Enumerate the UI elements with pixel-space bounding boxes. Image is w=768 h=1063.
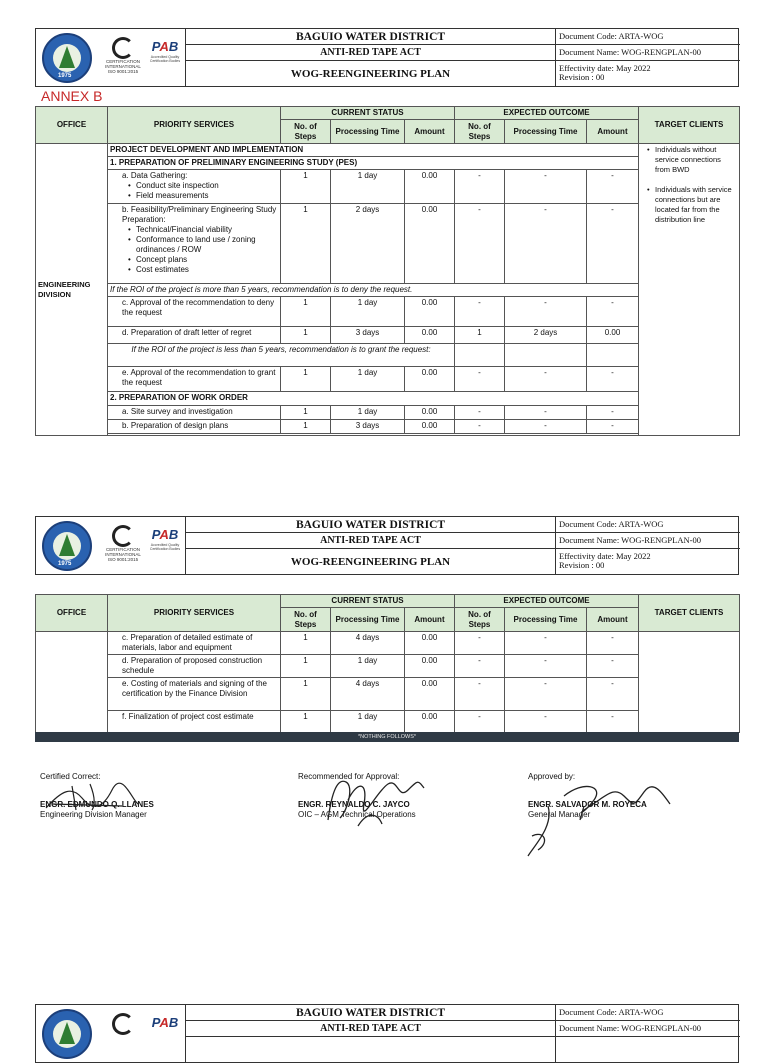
annex-label: ANNEX B: [41, 88, 103, 104]
document-header-1: [35, 28, 739, 87]
table-row: c. Preparation of detailed estimate of materials, labor and equipment 1 4 days 0.00 - - -: [36, 632, 740, 655]
doc-name: Document Name: WOG-RENGPLAN-00: [556, 533, 740, 549]
plan-name: WOG-REENGINEERING PLAN: [290, 68, 451, 80]
plan-name: WOG-REENGINEERING PLAN: [290, 556, 451, 568]
section-title: PROJECT DEVELOPMENT AND IMPLEMENTATION: [108, 144, 639, 157]
title-cell: [186, 29, 556, 86]
act-name: ANTI-RED TAPE ACT: [186, 1021, 555, 1037]
col-current: CURRENT STATUS: [281, 107, 455, 120]
client-item: • Individuals with service connections but are located far from the distribution line: [655, 185, 737, 225]
signature-royeca-scribble: [524, 776, 674, 858]
document-header-3: [35, 1004, 739, 1063]
signature-approved: Approved by: ENGR. SALVADOR M. ROYECA General Manager: [528, 772, 647, 819]
signature-recommended: Recommended for Approval: ENGR. REYNALDO C. JAYCO OIC – AGM Technical Operations: [298, 772, 416, 819]
logo-cell: [36, 1005, 186, 1062]
col-e-time: Processing Time: [505, 120, 587, 144]
effectivity: Effectivity date: May 2022 Revision : 00: [559, 63, 651, 82]
act-name: ANTI-RED TAPE ACT: [186, 45, 555, 61]
col-clients: TARGET CLIENTS: [639, 107, 740, 144]
doc-code: Document Code: ARTA-WOG: [556, 29, 740, 45]
col-time: Processing Time: [331, 120, 405, 144]
col-expected: EXPECTED OUTCOME: [455, 107, 639, 120]
col-expected: EXPECTED OUTCOME: [455, 595, 639, 608]
table-row: e. Costing of materials and signing of the certification by the Finance Division 1 4 days 0.00 - - -: [36, 678, 740, 711]
client-item: • Individuals without service connections from BWD: [655, 145, 737, 175]
pab-logo: PAB Accredited Quality Certification Bodies: [149, 527, 181, 551]
bwd-seal-logo: [42, 1009, 92, 1059]
pab-logo: PAB: [151, 1015, 179, 1030]
table-row: d. Preparation of proposed construction schedule 1 1 day 0.00 - - -: [36, 655, 740, 678]
note-deny: If the ROI of the project is more than 5 years, recommendation is to deny the request.: [108, 284, 639, 297]
org-name: BAGUIO WATER DISTRICT: [186, 517, 555, 533]
col-current: CURRENT STATUS: [281, 595, 455, 608]
col-steps: No. of Steps: [281, 120, 331, 144]
note-grant: If the ROI of the project is less than 5 years, recommendation is to grant the request:: [108, 344, 455, 367]
bwd-seal-logo: [42, 33, 92, 83]
table-row: e. Approval of the recommendation to grant the request 1 1 day 0.00 - - -: [36, 367, 740, 392]
certification-logo: [100, 1013, 146, 1059]
subsection-work-order: 2. PREPARATION OF WORK ORDER: [108, 392, 639, 406]
priority-services-table-1: [35, 106, 740, 436]
doc-code: Document Code: ARTA-WOG: [556, 1005, 740, 1021]
org-name: BAGUIO WATER DISTRICT: [186, 29, 555, 45]
logo-cell: [36, 517, 186, 574]
doc-name: Document Name: WOG-RENGPLAN-00: [556, 1021, 740, 1037]
col-priority: PRIORITY SERVICES: [108, 107, 281, 144]
nothing-follows-bar: *NOTHING FOLLOWS*: [35, 732, 739, 742]
col-e-amount: Amount: [587, 120, 639, 144]
table-row: a. Data Gathering: • Conduct site inspection • Field measurements 1 1 day 0.00 - - -: [36, 170, 740, 204]
bwd-seal-logo: 1975: [42, 521, 92, 571]
certification-logo: CERTIFICATION INTERNATIONAL ISO 9001:2015: [100, 37, 146, 83]
office-cell: ENGINEERING DIVISION: [36, 144, 108, 436]
col-e-steps: No. of Steps: [455, 120, 505, 144]
subsection-pes: 1. PREPARATION OF PRELIMINARY ENGINEERING STUDY (PES): [108, 157, 639, 170]
signature-certified: Certified Correct: ENGR. EDMUNDO Q. LLANES Engineering Division Manager: [40, 772, 154, 819]
table-row: f. Finalization of project cost estimate 1 1 day 0.00 - - -: [36, 711, 740, 733]
col-office: OFFICE: [36, 595, 108, 632]
col-office: OFFICE: [36, 107, 108, 144]
seal-year: 1975: [58, 73, 72, 79]
col-clients: TARGET CLIENTS: [639, 595, 740, 632]
doc-code: Document Code: ARTA-WOG: [556, 517, 740, 533]
target-clients: [639, 632, 740, 733]
signature-llanes-scribble: [42, 780, 142, 814]
table-row: b. Preparation of design plans 1 3 days 0.00 - - -: [36, 420, 740, 434]
priority-services-table-2: OFFICE PRIORITY SERVICES CURRENT STATUS EXPECTED OUTCOME TARGET CLIENTS No. of Steps Processing Time Amount No. of Steps Processing Time Amount c. Preparation of detailed estimate of materials, labor and equipment 1 4 days 0.00 - - - d. Preparation of proposed construction schedule 1 1 day 0.00 - - - e. Costing of materials and signing of the certification by the Finance Division 1 4 days 0.00 - - - f. Finalization of project cost estimate 1 1 day 0.00 - - -: [35, 594, 740, 733]
target-clients: [639, 144, 740, 436]
doc-name: Document Name: WOG-RENGPLAN-00: [556, 45, 740, 61]
document-header-2: [35, 516, 739, 575]
table-row: a. Site survey and investigation 1 1 day 0.00 - - -: [36, 406, 740, 420]
effectivity: Effectivity date: May 2022 Revision : 00: [559, 551, 651, 570]
logo-cell: [36, 29, 186, 86]
signature-jayco-scribble: [318, 770, 428, 830]
meta-cell: [556, 29, 740, 86]
certification-logo: CERTIFICATION INTERNATIONAL ISO 9001:2015: [100, 525, 146, 571]
table-row: b. Feasibility/Preliminary Engineering Study Preparation: • Technical/Financial viability • Conformance to land use / zoning ordinances / ROW • Concept plans • Cost estimates 1 2 days 0.00 - - -: [36, 204, 740, 284]
table-row: c. Approval of the recommendation to deny the request 1 1 day 0.00 - - -: [36, 297, 740, 327]
office-cell: [36, 632, 108, 733]
col-amount: Amount: [405, 120, 455, 144]
pab-logo: PAB Accredited Quality Certification Bodies: [149, 39, 181, 63]
act-name: ANTI-RED TAPE ACT: [186, 533, 555, 549]
table-row: d. Preparation of draft letter of regret 1 3 days 0.00 1 2 days 0.00: [36, 327, 740, 344]
org-name: BAGUIO WATER DISTRICT: [186, 1005, 555, 1021]
col-priority: PRIORITY SERVICES: [108, 595, 281, 632]
